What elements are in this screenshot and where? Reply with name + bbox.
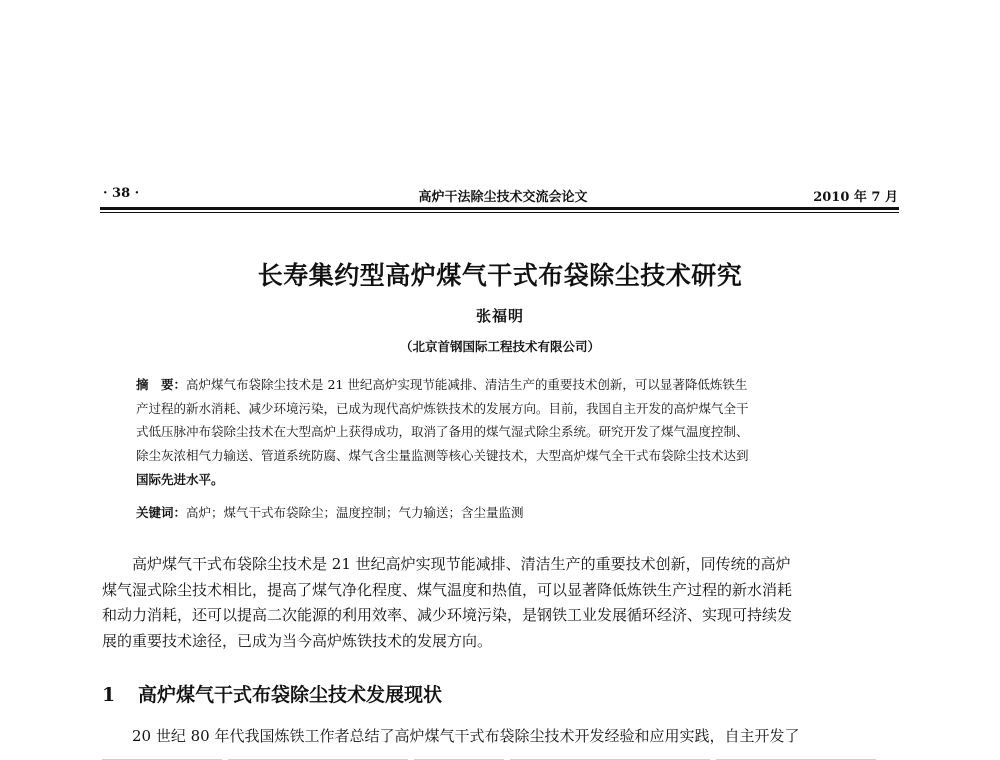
header-rule-thick — [100, 207, 899, 210]
author-affiliation: （北京首钢国际工程技术有限公司） — [399, 339, 600, 354]
abstract-line: 产过程的新水消耗、减少环境污染，已成为现代高炉炼铁技术的发展方向。目前，我国自主开发的高炉煤气全干 — [136, 400, 749, 416]
journal-title: 高炉干法除尘技术交流会论文 — [418, 190, 588, 205]
abstract-line — [136, 373, 868, 397]
abstract — [136, 373, 868, 491]
article-title: 长寿集约型高炉煤气干式布袋除尘技术研究 — [257, 261, 743, 290]
abstract-line: 除尘灰浓相气力输送、管道系统防腐、煤气含尘量监测等核心关键技术，大型高炉煤气全干式布袋除尘技术达到 — [136, 448, 749, 464]
body-line: 展的重要技术途径，已成为当今高炉炼铁技术的发展方向。 — [102, 632, 493, 651]
body-line: 高炉煤气干式布袋除尘技术是 21 世纪高炉实现节能减排、清洁生产的重要技术创新，同传统的高炉 — [132, 555, 791, 573]
abstract-line: 式低压脉冲布袋除尘技术在大型高炉上获得成功，取消了备用的煤气湿式除尘系统。研究开发了煤气温度控制、 — [136, 424, 749, 440]
abstract-line: 国际先进水平。 — [136, 471, 224, 487]
keywords-label: 关键词： — [136, 505, 187, 520]
abstract-text: 高炉煤气布袋除尘技术是 21 世纪高炉实现节能减排、清洁生产的重要技术创新，可以显著降低炼铁生 — [186, 377, 748, 392]
page-number: · 38 · — [103, 186, 140, 201]
abstract-label: 摘 要： — [136, 377, 187, 392]
issue-date: 2010 年 7 月 — [813, 190, 898, 205]
body-paragraph-2: 20 世纪 80 年代我国炼铁工作者总结了高炉煤气干式布袋除尘技术开发经验和应用实践，自主开发了 — [132, 727, 800, 745]
body-paragraph-1 — [102, 552, 900, 655]
article-author: 张福明 — [475, 307, 524, 325]
body-line: 和动力消耗，还可以提高二次能源的利用效率、减少环境污染，是钢铁工业发展循环经济、实现可持续发 — [102, 606, 793, 625]
body-line: 煤气湿式除尘技术相比，提高了煤气净化程度、煤气温度和热值，可以显著降低炼铁生产过程的新水消耗 — [102, 580, 793, 599]
section-number: 1 — [102, 684, 116, 706]
section-title: 高炉煤气干式布袋除尘技术发展现状 — [138, 684, 443, 706]
running-header — [103, 183, 898, 205]
keywords — [136, 503, 868, 521]
keywords-text: 高炉；煤气干式布袋除尘；温度控制；气力输送；含尘量监测 — [186, 505, 524, 520]
cut-off-text-line — [102, 752, 900, 760]
section-heading — [102, 680, 442, 707]
header-rule-thin — [100, 212, 899, 213]
